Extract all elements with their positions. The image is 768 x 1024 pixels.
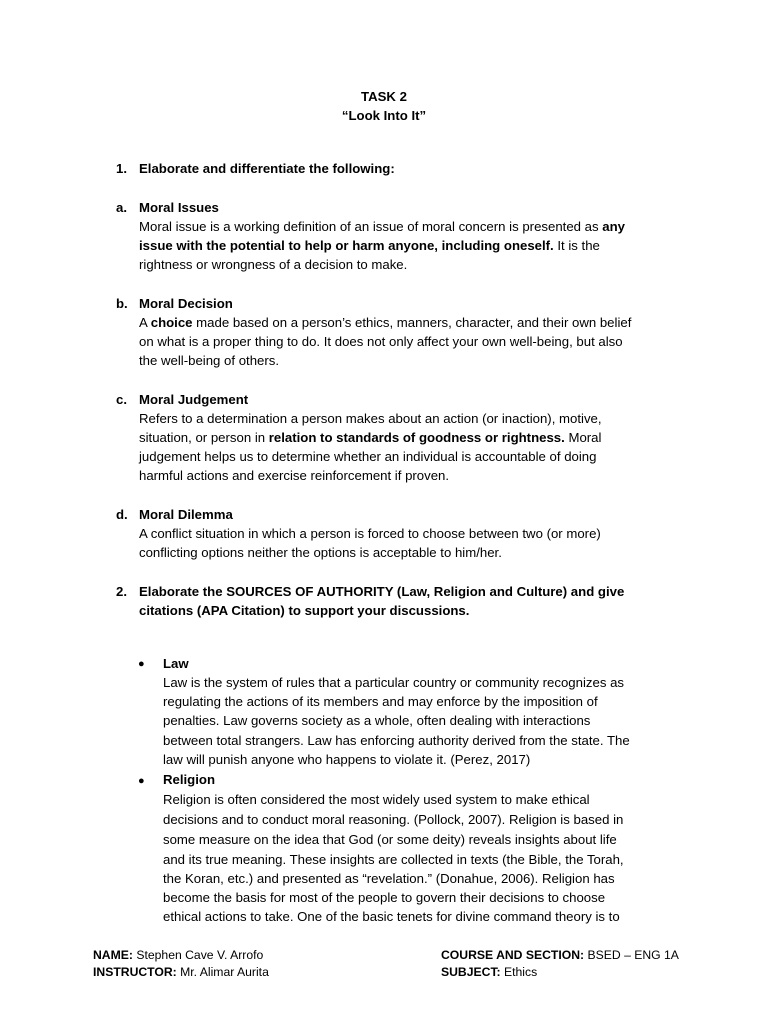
footer-subject: SUBJECT: Ethics (441, 965, 538, 979)
item-c-line-3: judgement helps us to determine whether an individual is accountable of doing (139, 449, 597, 464)
religion-line-3: some measure on the idea that God (or some deity) reveals insights about life (163, 832, 617, 847)
q2-prompt-line-2: citations (APA Citation) to support your discussions. (139, 603, 470, 618)
religion-line-7: ethical actions to take. One of the basic tenets for divine command theory is to (163, 909, 620, 924)
q2-prompt-line-1: Elaborate the SOURCES OF AUTHORITY (Law, Religion and Culture) and give (139, 584, 625, 599)
item-d-heading: Moral Dilemma (139, 507, 233, 522)
religion-line-4: and its true meaning. These insights are collected in texts (the Bible, the Torah, (163, 852, 624, 867)
item-b-heading: Moral Decision (139, 296, 233, 311)
footer-course: COURSE AND SECTION: BSED – ENG 1A (441, 948, 679, 962)
item-d-letter: d. (116, 507, 128, 522)
footer-instructor: INSTRUCTOR: Mr. Alimar Aurita (93, 965, 269, 979)
item-b-letter: b. (116, 296, 128, 311)
item-a-letter: a. (116, 200, 127, 215)
item-a-heading: Moral Issues (139, 200, 219, 215)
q1-prompt: Elaborate and differentiate the following: (139, 161, 395, 176)
q1-number: 1. (116, 161, 127, 176)
item-a-line-2: issue with the potential to help or harm anyone, including oneself. It is the (139, 238, 600, 253)
item-d-line-1: A conflict situation in which a person is forced to choose between two (or more) (139, 526, 601, 541)
law-line-1: Law is the system of rules that a particular country or community recognizes as (163, 675, 625, 690)
item-c-line-4: harmful actions and exercise reinforcement if proven. (139, 468, 450, 483)
footer-name: NAME: Stephen Cave V. Arrofo (93, 948, 264, 962)
law-line-3: penalties. Law governs society as a whole, often dealing with interactions (163, 713, 591, 728)
item-a-line-1: Moral issue is a working definition of an issue of moral concern is presented as any (139, 219, 625, 234)
religion-line-5: the Koran, etc.) and presented as “revelation.” (Donahue, 2006). Religion has (163, 871, 615, 886)
item-c-line-1: Refers to a determination a person makes about an action (or inaction), motive, (139, 411, 602, 426)
law-line-4: between total strangers. Law has enforcing authority derived from the state. The (163, 733, 630, 748)
religion-heading: Religion (163, 772, 216, 787)
bullet-law: ● (138, 658, 145, 670)
religion-line-2: decisions and to conduct moral reasoning. (Pollock, 2007). Religion is based in (163, 812, 624, 827)
religion-line-6: become the basis for most of the people to govern their decisions to choose (163, 890, 606, 905)
item-d-line-2: conflicting options neither the options is acceptable to him/her. (139, 545, 502, 560)
item-a-line-3: rightness or wrongness of a decision to make. (139, 257, 408, 272)
law-line-2: regulating the actions of its members and may enforce by the imposition of (163, 694, 598, 709)
item-c-line-2: situation, or person in relation to standards of goodness or rightness. Moral (139, 430, 602, 445)
item-b-line-1: A choice made based on a person’s ethics, manners, character, and their own belief (139, 315, 632, 330)
task-title: TASK 2 (361, 89, 407, 104)
item-c-heading: Moral Judgement (139, 392, 249, 407)
item-b-line-3: the well-being of others. (139, 353, 280, 368)
law-heading: Law (163, 656, 189, 671)
religion-line-1: Religion is often considered the most widely used system to make ethical (163, 792, 590, 807)
q2-number: 2. (116, 584, 127, 599)
item-c-letter: c. (116, 392, 127, 407)
item-b-line-2: on what is a proper thing to do. It does not only affect your own well-being, but also (139, 334, 623, 349)
bullet-religion: ● (138, 775, 145, 787)
law-line-5: law will punish anyone who happens to violate it. (Perez, 2017) (163, 752, 531, 767)
task-subtitle: “Look Into It” (341, 108, 427, 123)
